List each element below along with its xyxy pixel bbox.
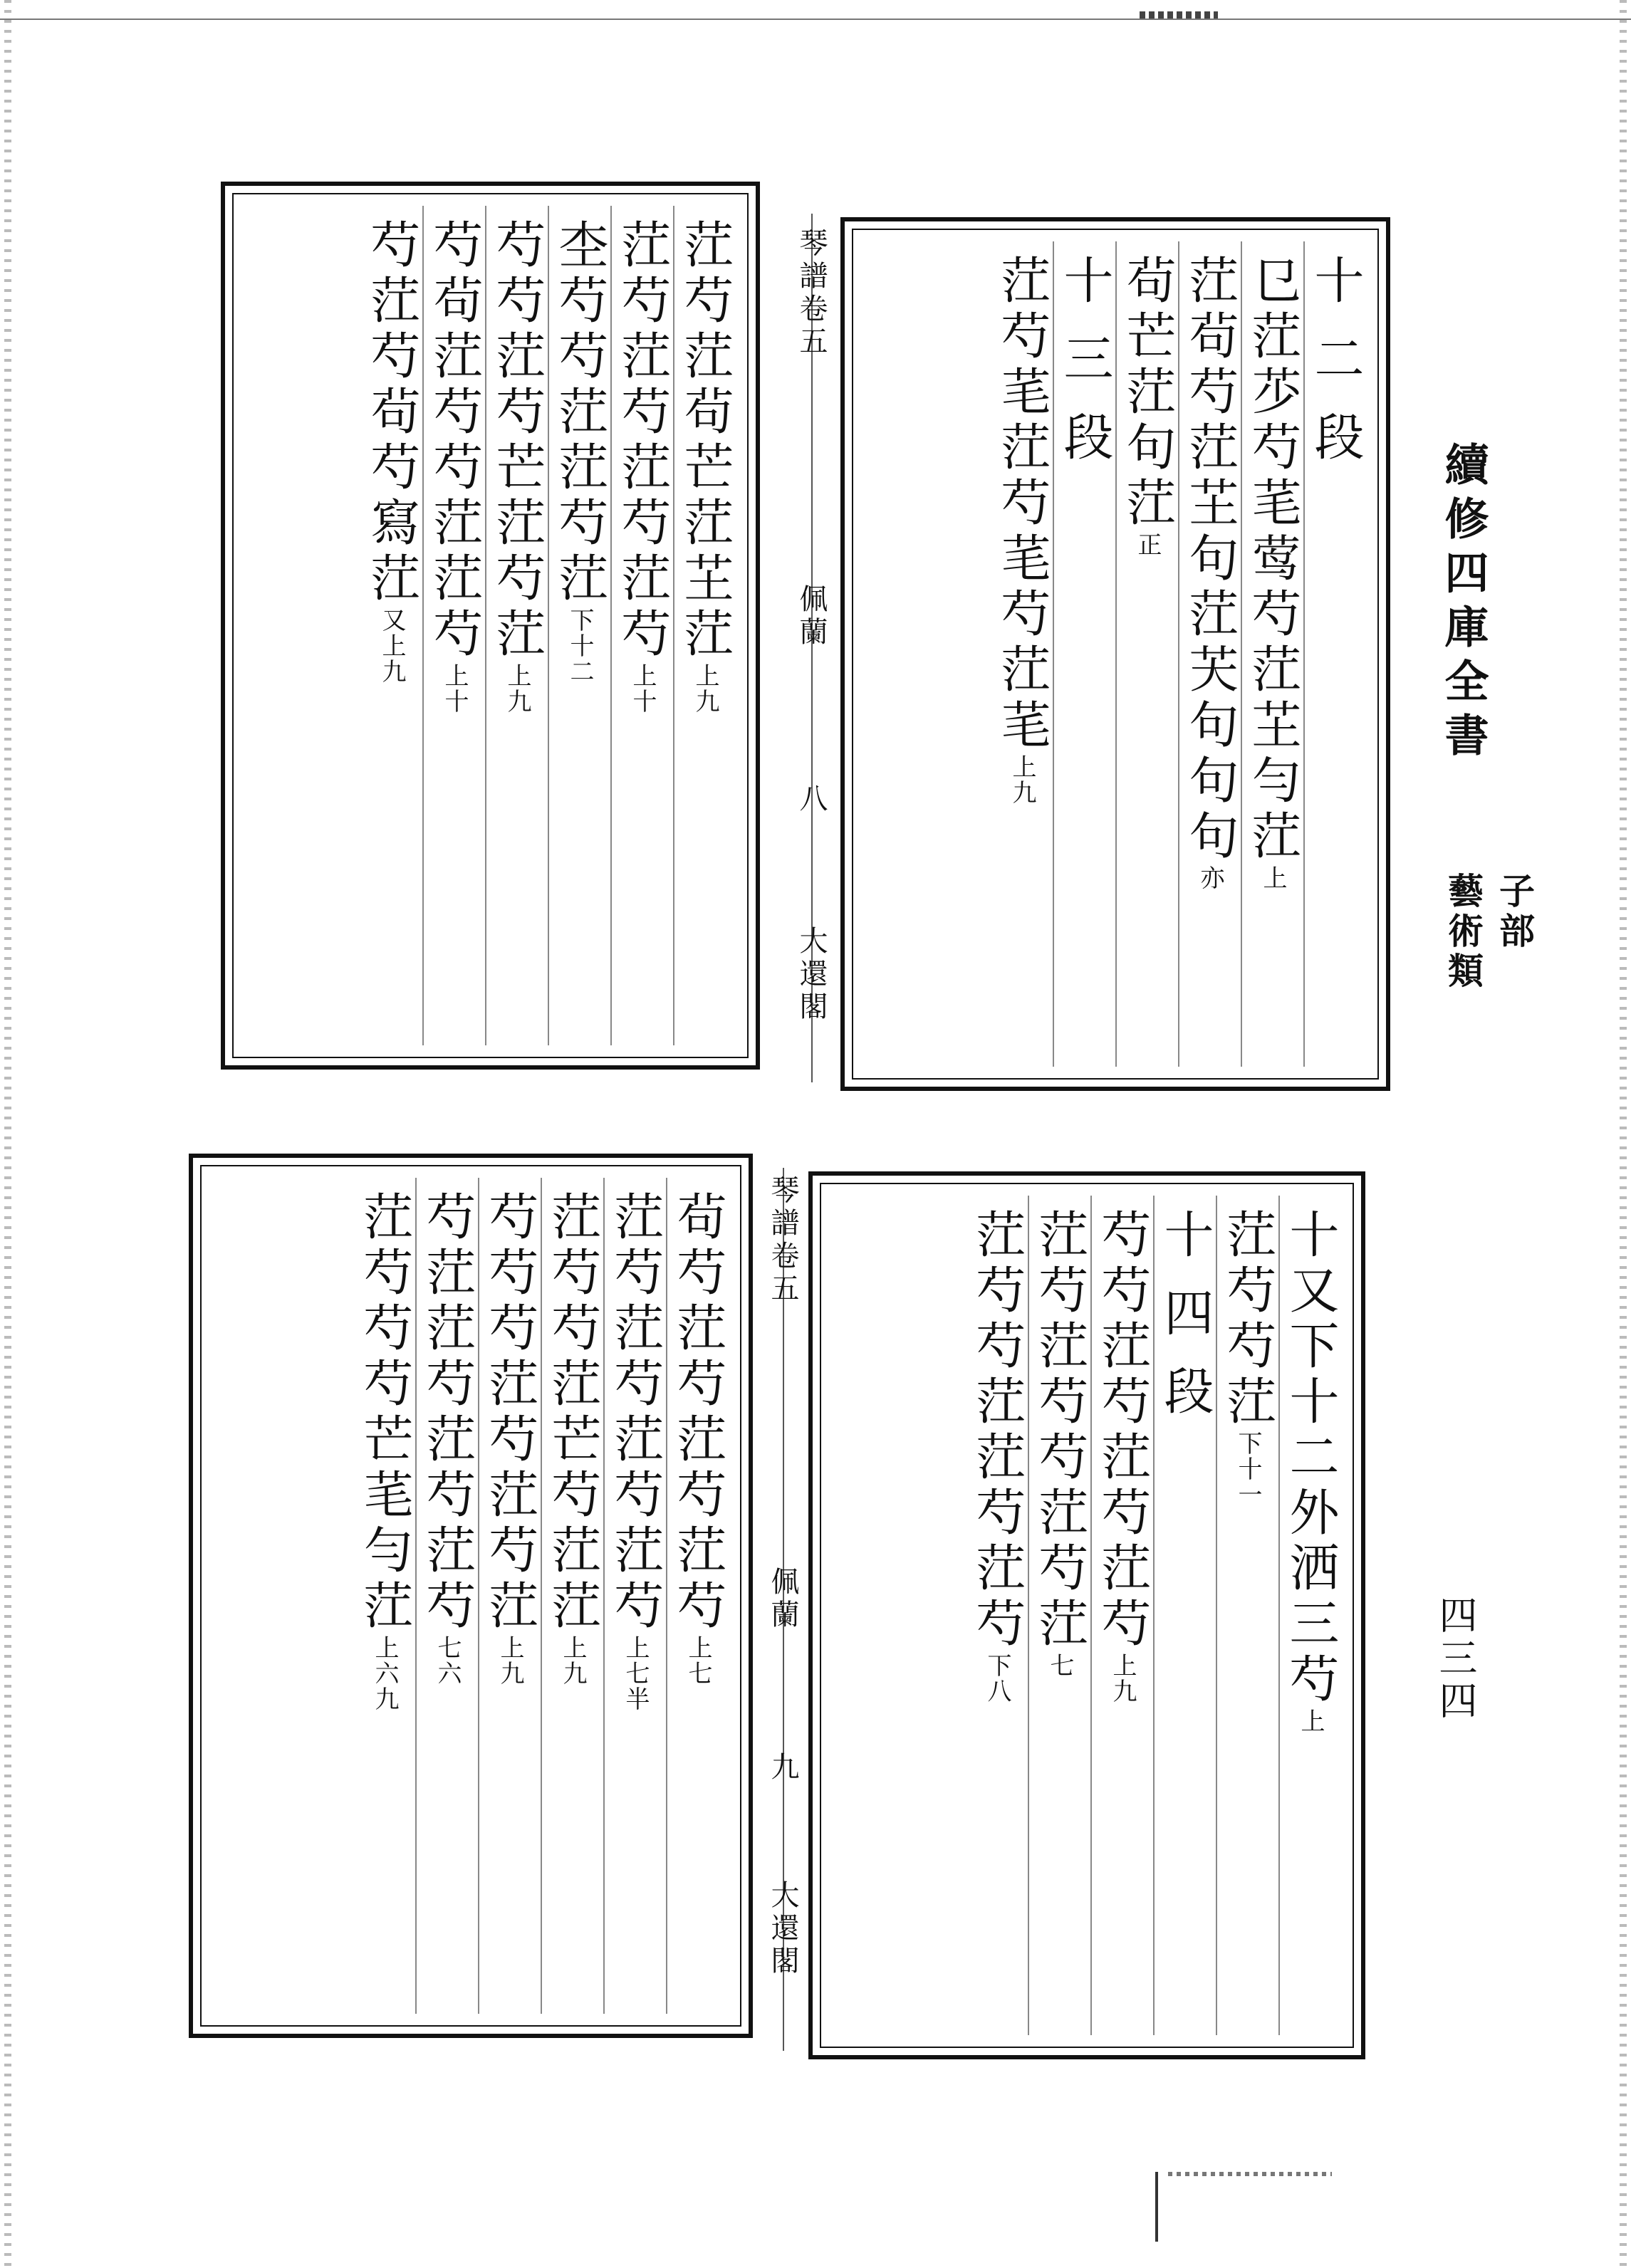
text-column: 芍芍芍茳芍茳芍茳上九: [478, 1178, 541, 2014]
annotation: 上六九: [370, 1635, 399, 1712]
annotation: 上十: [440, 663, 469, 714]
text-column: 芍茳芍茍芍寫茳又上九: [363, 219, 421, 684]
annotation: 下十一: [1234, 1431, 1262, 1507]
panel-columns: [833, 1196, 1341, 2035]
annotation: 正: [1133, 532, 1162, 558]
text-column: 茳芍茳芍茳芍茳芍上十: [610, 206, 673, 1045]
annotation: 下八: [983, 1653, 1011, 1704]
text-column: 芍芍茳芍芒茳芍茳上九: [485, 206, 548, 1045]
gutter-series: 佩蘭: [766, 1567, 799, 1632]
gutter-series: 佩蘭: [795, 584, 828, 649]
text-column: 茳芍芍茳下十一: [1216, 1196, 1278, 2035]
text-column: 十又下十二外洒三芍上: [1278, 1196, 1341, 2035]
text-column: 茍芒茳句茳正: [1115, 241, 1178, 1067]
panel-upper-right: [840, 217, 1390, 1091]
book-series-title: 續修四庫全書: [1437, 441, 1489, 766]
annotation: 上九: [691, 663, 719, 714]
text-column: 茳芍芼茳芍芼芍茳芼上九: [993, 254, 1051, 805]
annotation: 上九: [503, 663, 531, 714]
gutter-lower: [759, 1168, 808, 2051]
annotation: 上九: [1008, 754, 1036, 805]
annotation: 上: [1259, 865, 1287, 891]
text-column: 杢芍芍茳茳芍茳下十二: [548, 206, 610, 1045]
text-column: 㔾茳䒚芍芼莺芍茳芏勻茳上: [1241, 241, 1303, 1067]
gutter-book-title: 琴譜卷五: [766, 1175, 799, 1306]
text-column: 茳芍茳茍芒茳芏茳上九: [673, 206, 736, 1045]
text-column: 茳芍茳芍茳芍茳芍上七半: [603, 1178, 666, 2014]
panel-lower-left: [189, 1154, 753, 2038]
section-heading-14: 十四段: [1153, 1196, 1216, 2035]
annotation: 下十二: [566, 607, 594, 684]
annotation: 七六: [433, 1635, 462, 1686]
annotation: 上: [1296, 1708, 1325, 1734]
top-rule: [0, 19, 1631, 20]
gutter-publisher: 大還閣: [766, 1880, 799, 1978]
text-column: 茍芍茳芍茳芍茳芍上七: [666, 1178, 729, 2014]
annotation: 上七: [684, 1635, 712, 1686]
annotation: 七: [1046, 1653, 1074, 1678]
text-column: 芍茍茳芍芍茳茳芍上十: [422, 206, 485, 1045]
text-column: 茳茍芍茳芏句茳芖句句句亦: [1178, 241, 1241, 1067]
annotation: 上九: [558, 1635, 587, 1686]
right-edge-dots: [1620, 0, 1627, 2268]
annotation: 上九: [1108, 1653, 1137, 1704]
panel-columns: [213, 1178, 729, 2014]
top-edge-mark: [1140, 11, 1218, 19]
gutter-book-title: 琴譜卷五: [795, 228, 828, 359]
category-subsection: 藝術類: [1442, 872, 1484, 992]
panel-columns: [245, 206, 736, 1045]
section-heading-12: 十二段: [1303, 241, 1366, 1067]
text-column: 茳芍芍茳芒芍茳茳上九: [541, 1178, 603, 2014]
gutter-publisher: 大還閣: [795, 926, 828, 1024]
bottom-dots: [1168, 2172, 1332, 2176]
section-heading-13: 十三段: [1053, 241, 1115, 1067]
gutter-upper: [787, 214, 837, 1082]
gutter-leaf-number: 八: [795, 783, 828, 816]
annotation: 亦: [1196, 865, 1224, 891]
annotation: 又上九: [377, 607, 406, 684]
bottom-rule: [1155, 2172, 1158, 2242]
category-label: [1437, 872, 1540, 992]
panel-columns: [865, 241, 1366, 1067]
text-column: 芍芍茳芍茳芍茳芍上九: [1090, 1196, 1153, 2035]
gutter-leaf-number: 九: [766, 1752, 799, 1784]
text-column: 茳芍芍茳茳芍茳芍下八: [968, 1208, 1026, 1704]
panel-lower-right: [808, 1171, 1365, 2059]
text-column: 茳芍芍芍芒芼勻茳上六九: [355, 1191, 414, 1712]
category-section: 子部: [1494, 872, 1536, 952]
annotation: 上七半: [621, 1635, 650, 1712]
annotation: 上九: [496, 1635, 524, 1686]
page-number: 四三四: [1433, 1595, 1478, 1723]
text-column: 茳芍茳芍芍茳芍茳七: [1028, 1196, 1090, 2035]
text-column: 芍茳茳芍茳芍茳芍七六: [415, 1178, 478, 2014]
annotation: 上十: [628, 663, 657, 714]
left-edge-dots: [4, 0, 11, 2268]
panel-upper-left: [221, 182, 760, 1070]
